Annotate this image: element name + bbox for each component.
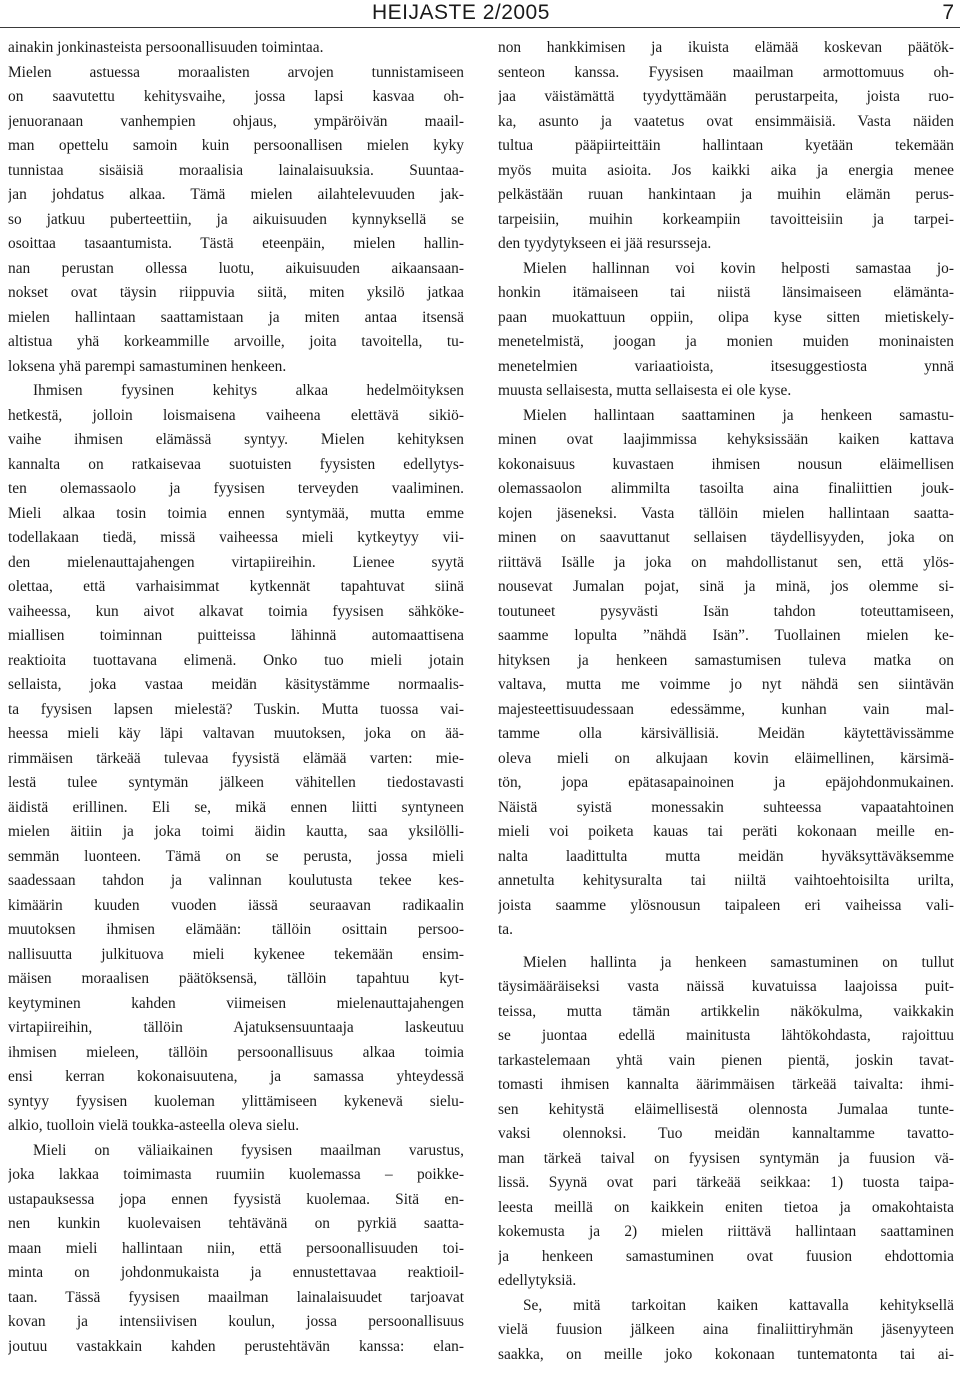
- text-line: minen on saavuttanut sellaisen täydellisyyden, joka on: [498, 529, 954, 546]
- text-line: ja henkeen samastuminen ovat fuusion ehdottomia: [498, 1247, 954, 1265]
- text-line: ka, asunto ja vaatetus ovat ensimmäisiä. Vasta näiden: [498, 112, 954, 130]
- text-line: minta on johdonmukaista ja ennustettavaa reaktioil-: [8, 1264, 464, 1281]
- page-number: 7: [942, 1, 954, 24]
- text-line: ensi kerran kokonaisuutena, ja samassa yhteydessä: [8, 1068, 464, 1085]
- text-line: nousevat Jumalan pojat, sinä ja minä, jos olemme si-: [498, 578, 954, 595]
- text-line: so jatkuu puberteettiin, ja aikuisuuden kynnyksellä se: [8, 210, 464, 228]
- text-line: kimäärin kuuden vuoden iässä seuraavan radikaalin: [8, 896, 464, 914]
- text-line: rimmäisen tärkeää tulevaa fyysistä elämää varten: mie-: [8, 749, 464, 767]
- text-line: edellytyksiä.: [498, 1272, 577, 1289]
- text-line: ihmisen mieleen, tällöin persoonallisuus alkaa toimia: [8, 1043, 464, 1061]
- text-line: syntyy fyysisen kuoleman ylittämiseen kykenevä sielu-: [8, 1092, 464, 1110]
- text-line: saadessaan tahdon ja valinnan koulutusta tekee kes-: [8, 872, 464, 889]
- text-line: olettaa, että varhaisimmat kytkennät tapahtuvat siinä: [8, 578, 464, 595]
- text-line: ainakin jonkinasteista persoonallisuuden toimintaa.: [8, 39, 324, 56]
- text-line: tarkastelemaan yhtä vain pienen pientä, joskin tavat-: [498, 1051, 954, 1069]
- text-line: todellakaan tiedä, missä vaiheessa mieli kytkeytyy vii-: [8, 529, 464, 546]
- text-line: lissä. Syynä ovat pari tärkeää seikkaa: 1) tuosta taipa-: [498, 1174, 954, 1191]
- text-line: teissa, mutta tämän artikkelin näkökulma, vaikkakin: [498, 1002, 954, 1020]
- text-line: muusta sellaisesta, mutta sellaisesta ei ole kyse.: [498, 382, 792, 399]
- text-line: pelkästään ruuan hankintaan ja muihin elämän perus-: [498, 186, 954, 203]
- text-line: tultua pääpiirteittäin hallintaan kyetään tekemään: [498, 137, 954, 154]
- text-line: kovan ja intensiivisen koulun, jossa persoonallisuus: [8, 1313, 464, 1330]
- text-line: tunnistaa sisäisiä moraalisia lainalaisuuksia. Suuntaa-: [8, 161, 464, 179]
- text-line: joka lakkaa toimimasta ruumiin kuolemassa – poikke-: [8, 1166, 464, 1183]
- text-line: nallisuutta julkituova mieli kykenee tekemään ensim-: [8, 945, 464, 963]
- text-line: tomasti ihmisen kannalta äärimmäisen tärkeää taivalta: ihmi-: [498, 1076, 954, 1093]
- text-line: toutuneet pysyvästi Isän tahdon toteuttamiseen,: [498, 602, 954, 620]
- text-line: joutuu vastakkain kahden perustehtävän kanssa: elan-: [8, 1337, 464, 1355]
- text-line: nan perustan ollessa luotu, aikuisuuden aikaansaan-: [8, 259, 464, 277]
- text-line: kokonaisuus kuvastaen ihmisen nousun eläimellisen: [498, 455, 954, 473]
- text-line: honkin itämaiseen tai niistä länsimaiseen elämänta-: [498, 284, 954, 301]
- text-line: Se, mitä tarkoitan kaiken kattavalla kehityksellä: [523, 1296, 954, 1314]
- text-line: semmän luonteen. Tämä on se perusta, jossa mieli: [8, 847, 464, 865]
- text-line: Mieli alkaa tosin toimia ennen syntymää, mutta emme: [8, 504, 464, 522]
- text-line: joista saamme ylösnousun taipaleen eri vaiheissa vali-: [498, 896, 954, 914]
- text-line: olemassaolon alimmilta tasoilta aina finaliittien jouk-: [498, 480, 954, 497]
- text-line: taan. Tässä fyysisen maailman lainalaisuudet tarjoavat: [8, 1288, 464, 1306]
- text-line: täysimääräiseksi vasta näissä kuvatuissa laajoissa puit-: [498, 978, 954, 995]
- text-line: ten olemassaolo ja fyysisen terveyden vaaliminen.: [8, 480, 464, 497]
- header-divider: [0, 27, 960, 28]
- text-line: osoittaa tasaantumista. Tästä eteenpäin, mielen hallin-: [8, 235, 464, 252]
- text-line: on saavutettu kehitysvaihe, jossa lapsi kasvaa oh-: [8, 88, 464, 105]
- text-line: mieli voi poiketa kauas tai peräti kokonaan meille en-: [498, 823, 954, 840]
- text-line: miallisen toiminnan puitteissa lähinnä automaattisena: [8, 627, 464, 644]
- left-column: [8, 36, 464, 1359]
- text-line: nokset ovat täysin riippuvia siitä, miten yksilö jatkaa: [8, 284, 464, 301]
- text-line: jan johdatus alkaa. Tämä mielen ailahtelevuuden jak-: [8, 186, 464, 203]
- text-line: man tärkeä taival on fyysisen syntymän ja fuusion vä-: [498, 1149, 954, 1167]
- text-line: vaiheessa, kun aivot alkavat toimia fyysisen sähköke-: [8, 602, 464, 620]
- text-line: nen kunkin kuolevaisen tehtävänä on pyrkiä saatta-: [8, 1215, 464, 1232]
- text-line: alkio, tuolloin vielä toukka-asteella oleva sielu.: [8, 1117, 300, 1134]
- text-line: nalta laadittulta mutta meidän hyväksyttäväksemme: [498, 847, 954, 865]
- page-header: [0, 0, 960, 30]
- text-line: kannalta on ratkaisevaa suotuisten fyysisten edellytys-: [8, 455, 464, 473]
- text-line: maan mieli hallintaan niin, että persoonallisuuden toi-: [8, 1239, 464, 1257]
- text-line: annetulta kehitysuralta tai niiltä vaihtoehtoisilta urilta,: [498, 872, 954, 889]
- text-line: heessa mieli käy läpi valtavan muutoksen, joka on ää-: [8, 725, 464, 742]
- text-line: senteon kanssa. Fyysisen maailman armottomuus oh-: [498, 63, 954, 81]
- magazine-title: HEIJASTE 2/2005: [372, 1, 550, 24]
- text-line: tarpeisiin, muihin korkeampiin tavoitteisiin ja tarpei-: [498, 210, 954, 228]
- text-line: riittävä Isälle ja joka on mahdollistanut sen, että ylös-: [498, 553, 954, 571]
- text-line: jenuoranaan vanhempien ohjaus, ympäröivän maail-: [8, 112, 464, 130]
- text-line: mielen hallintaan saattamistaan ja miten antaa itsensä: [8, 308, 464, 326]
- text-line: äidistä erillinen. Eli se, mikä ennen liitti syntyneen: [8, 798, 464, 816]
- text-line: myös muita asioita. Jos kaikki aika ja energia menee: [498, 161, 954, 179]
- text-line: Mielen hallinnan voi kovin helposti samastaa jo-: [523, 259, 954, 277]
- text-line: valtava, mutta me voimme jo nyt nähdä sen siintävän: [498, 676, 954, 693]
- text-line: altistua yhä korkeammille arvoille, joita tavoitella, tu-: [8, 333, 464, 350]
- text-line: reaktioita tuottavana elimenä. Onko tuo mieli jotain: [8, 651, 464, 669]
- text-line: jaa väistämättä tyydyttämään perustarpeita, joista ruo-: [498, 88, 954, 105]
- text-line: majesteettisuudessaan edessämme, kunhan vain mal-: [498, 700, 954, 718]
- text-line: Mielen astuessa moraalisten arvojen tunnistamiseen: [8, 63, 464, 81]
- text-line: kojen jäseneksi. Vasta tällöin mielen hallintaan saatta-: [498, 504, 954, 522]
- text-line: paan muokattuun oppiin, olipa kyse sitten mietiskely-: [498, 308, 954, 326]
- text-line: vaihe ihmisen elämässä syntyy. Mielen kehityksen: [8, 431, 464, 448]
- text-line: ta fyysisen lapsen mielestä? Tuskin. Mutta tuossa vai-: [8, 700, 464, 718]
- text-line: keytyminen kahden viimeisen mielenauttajahengen: [8, 994, 464, 1012]
- text-line: lestä tulee syntymän jälkeen vähitellen tiedostavasti: [8, 774, 464, 791]
- text-line: loksena yhä parempi samastuminen henkeen.: [8, 357, 287, 375]
- right-column: [498, 36, 954, 1367]
- text-line: oleva mieli on alkujaan kovin eläimellinen, kärsimä-: [498, 749, 954, 767]
- text-line: sellaista, joka vastaa meidän käsitystämme normaalis-: [8, 676, 464, 693]
- text-line: tamme olla kärsivällisiä. Meidän käytettävissämme: [498, 725, 954, 742]
- text-line: sen kehitystä eläimellisestä olennosta Jumalaa tunte-: [498, 1100, 954, 1118]
- text-line: tön, jopa epätasapainoinen ja epäjohdonmukainen.: [498, 774, 954, 791]
- text-line: mielen äitiin ja joka toimi äidin kautta, saa yksilölli-: [8, 823, 464, 840]
- text-line: saakka, on meille joko kokonaan tuntematonta tai ai-: [498, 1345, 954, 1363]
- text-line: muutoksen ihmisen elämään: tällöin osittain persoo-: [8, 921, 464, 938]
- text-line: ta.: [498, 921, 513, 938]
- text-line: mäisen moraalisen päätöksensä, tällöin tapahtuu kyt-: [8, 970, 464, 987]
- text-line: den mielenauttajahengen virtapiireihin. Lienee syytä: [8, 553, 464, 571]
- text-line: vaksi olennoksi. Tuo meidän kannaltamme tavatto-: [498, 1125, 954, 1142]
- text-line: Mielen hallinta ja henkeen samastuminen on tullut: [523, 953, 954, 971]
- text-line: ustapauksessa jopa ennen fyysistä kuolemaa. Sitä en-: [8, 1190, 464, 1208]
- text-line: vielä fuusion jälkeen aina finaliittiryhmän jäsenyyteen: [498, 1321, 954, 1338]
- text-line: Ihmisen fyysinen kehitys alkaa hedelmöityksen: [33, 382, 464, 399]
- text-line: Mieli on väliaikainen fyysisen maailman varustus,: [33, 1141, 464, 1159]
- text-line: Näistä syistä monessakin suhteessa vapaatahtoinen: [498, 798, 954, 816]
- text-line: menetelmien variaatioista, itsesuggestiosta ynnä: [498, 357, 954, 375]
- text-line: se juontaa edellä mainitusta lähtökohdasta, rajoittuu: [498, 1027, 954, 1044]
- text-line: hityksen ja henkeen samastumisen tuleva matka on: [498, 651, 954, 669]
- text-line: den tyydytykseen ei jää resursseja.: [498, 235, 712, 252]
- text-line: kokemusta ja 2) mielen riittävä hallintaan saattaminen: [498, 1223, 954, 1240]
- text-line: Mielen hallintaan saattaminen ja henkeen samastu-: [523, 406, 954, 424]
- text-line: man opettelu samoin kuin persoonallisen mielen kyky: [8, 137, 464, 154]
- text-line: menetelmistä, joogan ja monien muiden moninaisten: [498, 333, 954, 350]
- text-line: minen ovat laajimmissa kehyksissään kaiken kattava: [498, 431, 954, 448]
- text-line: leesta meillä on kaikkein eniten tietoa ja omakohtaista: [498, 1198, 954, 1216]
- text-line: virtapiireihin, tällöin Ajatuksensuuntaaja laskeutuu: [8, 1019, 464, 1036]
- text-line: hetkestä, jolloin loismaisena vaiheena elettävä sikiö-: [8, 406, 464, 424]
- text-line: non hankkimisen ja ikuista elämää koskevan päätök-: [498, 39, 954, 56]
- text-line: saamme lopulta ”nähdä Isän”. Tuollainen mielen ke-: [498, 627, 954, 644]
